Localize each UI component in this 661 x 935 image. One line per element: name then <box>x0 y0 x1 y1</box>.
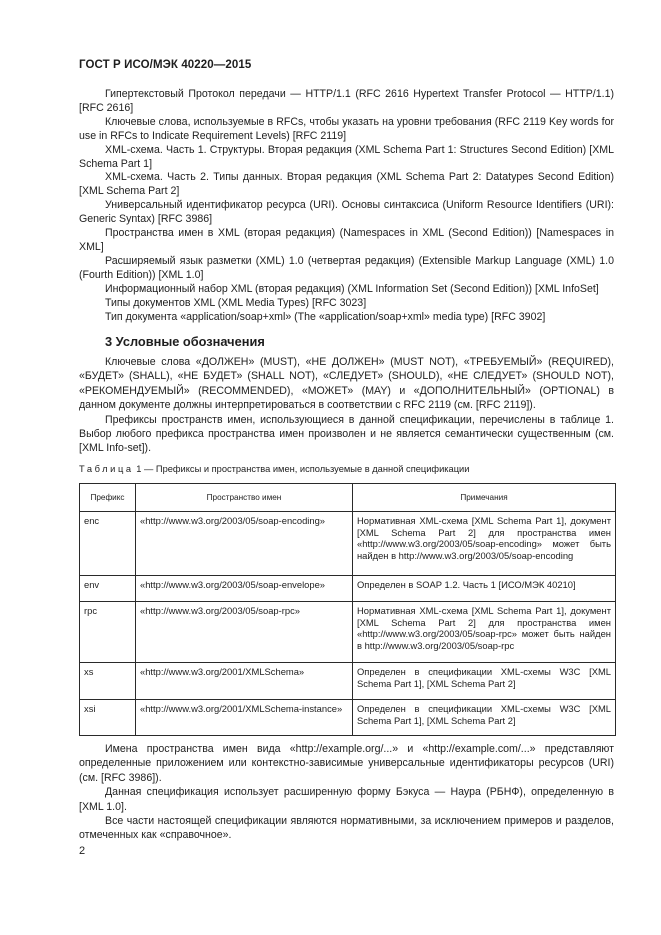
table-row <box>80 512 616 576</box>
page-number: 2 <box>79 845 86 857</box>
closing-text <box>79 742 614 843</box>
normative-references-list <box>79 88 614 324</box>
cell-notes: Нормативная XML-схема [XML Schema Part 1], документ [XML Schema Part 2] для пространства имен «http://www.w3.org/2003/05/soap-encoding» может быть найден в http://www.w3.org/2003/05/soap-encoding <box>353 512 616 576</box>
reference-item: Гипертекстовый Протокол передачи — HTTP/1.1 (RFC 2616 Hypertext Transfer Protocol — HTTP/1.1) [RFC 2616] <box>79 88 614 114</box>
cell-notes: Определен в спецификации XML-схемы W3C [XML Schema Part 1], [XML Schema Part 2] <box>353 663 616 700</box>
cell-namespace: «http://www.w3.org/2001/XMLSchema» <box>136 663 353 700</box>
column-header-prefix: Префикс <box>80 484 136 512</box>
namespace-prefix-table <box>79 483 616 736</box>
reference-item: XML-схема. Часть 2. Типы данных. Вторая редакция (XML Schema Part 2: Datatypes Second Edition) [XML Schema Part 2] <box>79 171 614 198</box>
cell-prefix: xs <box>80 663 136 700</box>
paragraph: Данная спецификация использует расширенную форму Бэкуса — Наура (РБНФ), определенную в [XML 1.0]. <box>79 786 614 813</box>
table-caption-text: 1 — Префиксы и пространства имен, используемые в данной спецификации <box>136 464 470 474</box>
table-row <box>80 700 616 736</box>
reference-item: Типы документов XML (XML Media Types) [RFC 3023] <box>105 296 367 309</box>
column-header-notes: Примечания <box>353 484 616 512</box>
reference-item: Универсальный идентификатор ресурса (URI). Основы синтаксиса (Uniform Resource Identifiers (URI): Generic Syntax) [RFC 3986] <box>79 199 614 226</box>
cell-notes: Определен в SOAP 1.2. Часть 1 [ИСО/МЭК 40210] <box>353 576 616 602</box>
cell-namespace: «http://www.w3.org/2003/05/soap-rpc» <box>136 602 353 663</box>
cell-prefix: xsi <box>80 700 136 736</box>
cell-prefix: enc <box>80 512 136 576</box>
section-title: 3 Условные обозначения <box>105 334 265 349</box>
document-header: ГОСТ Р ИСО/МЭК 40220—2015 <box>79 59 252 71</box>
table-caption <box>79 464 469 474</box>
paragraph: Префиксы пространств имен, использующиеся в данной спецификации, перечислены в таблице 1. Выбор любого префикса пространства имен произволен и не является семантически существенным (см. [XML Info-set]). <box>79 413 614 455</box>
cell-prefix: env <box>80 576 136 602</box>
table-row <box>80 602 616 663</box>
reference-item: Пространства имен в XML (вторая редакция) (Namespaces in XML (Second Edition)) [Namespaces in XML] <box>79 227 614 253</box>
paragraph: Имена пространства имен вида «http://example.org/...» и «http://example.com/...» представляют определенные приложением или контекстно-зависимые универсальные идентификаторы ресурсов (URI) (см. [RFC 3986]). <box>79 743 614 784</box>
reference-item: Информационный набор XML (вторая редакция) (XML Information Set (Second Edition)) [XML InfoSet] <box>105 282 599 295</box>
table-row <box>80 576 616 602</box>
cell-namespace: «http://www.w3.org/2003/05/soap-envelope» <box>136 576 353 602</box>
paragraph: Ключевые слова «ДОЛЖЕН» (MUST), «НЕ ДОЛЖЕН» (MUST NOT), «ТРЕБУЕМЫЙ» (REQUIRED), «БУДЕТ» (SHALL), «НЕ БУДЕТ» (SHALL NOT), «СЛЕДУЕТ» (SHOULD), «НЕ СЛЕДУЕТ» (SHOULD NOT), «РЕКОМЕНДУЕМЫЙ» (RECOMMENDED), «МОЖЕТ» (MAY) и «ДОПОЛНИТЕЛЬНЫЙ» (OPTIONAL) в данном документе должны интерпретироваться в соответствии с RFC 2119 (см. [RFC 2119]). <box>79 356 614 412</box>
cell-namespace: «http://www.w3.org/2003/05/soap-encoding» <box>136 512 353 576</box>
cell-namespace: «http://www.w3.org/2001/XMLSchema-instance» <box>136 700 353 736</box>
table-header-row <box>80 484 616 512</box>
reference-item: Тип документа «application/soap+xml» (The «application/soap+xml» media type) [RFC 3902] <box>105 310 546 323</box>
reference-item: Ключевые слова, используемые в RFCs, чтобы указать на уровни требования (RFC 2119 Key words for use in RFCs to Indicate Requirement Levels) [RFC 2119] <box>79 115 614 142</box>
paragraph: Все части настоящей спецификации являются нормативными, за исключением примеров и разделов, отмеченных как «справочное». <box>79 815 614 842</box>
reference-item: Расширяемый язык разметки (XML) 1.0 (четвертая редакция) (Extensible Markup Language (XML) 1.0 (Fourth Edition)) [XML 1.0] <box>79 254 614 281</box>
table-row <box>80 663 616 700</box>
cell-prefix: rpc <box>80 602 136 663</box>
section-body <box>79 355 614 456</box>
column-header-namespace: Пространство имен <box>136 484 353 512</box>
table-caption-label: Таблица <box>79 464 134 474</box>
cell-notes: Нормативная XML-схема [XML Schema Part 1], документ [XML Schema Part 2] для пространства имен «http://www.w3.org/2003/05/soap-rpc» может быть найден в http://www.w3.org/2003/05/soap-rpc <box>353 602 616 663</box>
reference-item: XML-схема. Часть 1. Структуры. Вторая редакция (XML Schema Part 1: Structures Second Edition) [XML Schema Part 1] <box>79 143 614 170</box>
cell-notes: Определен в спецификации XML-схемы W3C [XML Schema Part 1], [XML Schema Part 2] <box>353 700 616 736</box>
